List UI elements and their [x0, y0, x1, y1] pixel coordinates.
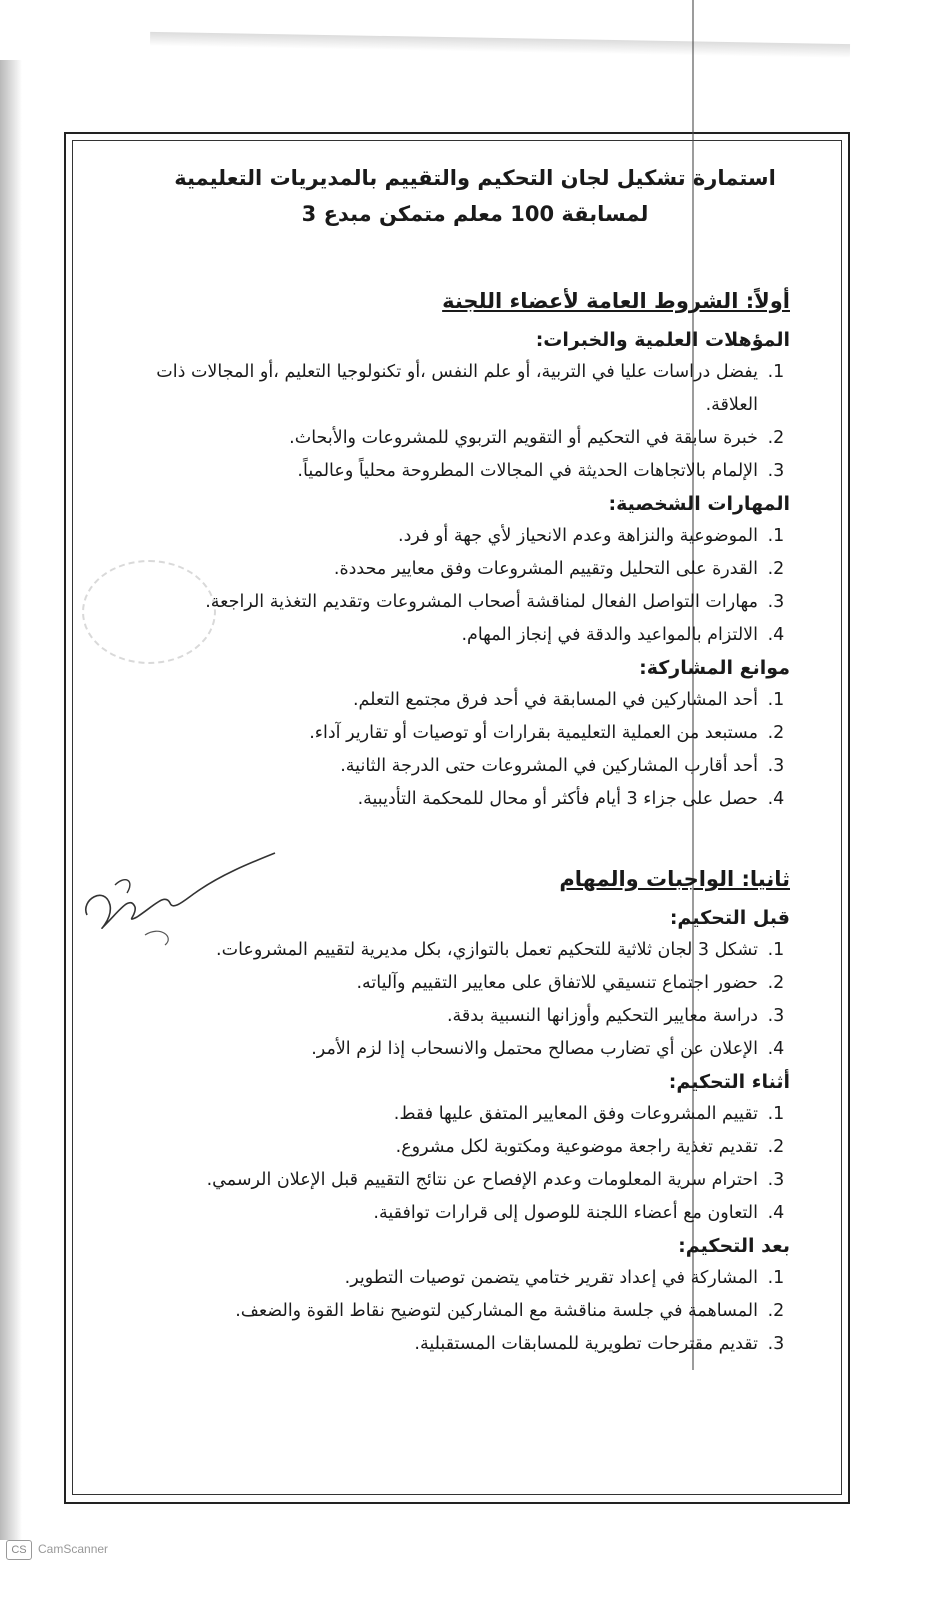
section-spacer [120, 816, 790, 862]
list-item: 2. خبرة سابقة في التحكيم أو التقويم التربوي للمشروعات والأبحاث. [120, 422, 762, 455]
list-item: 3. دراسة معايير التحكيم وأوزانها النسبية بدقة. [120, 1000, 762, 1033]
document-subtitle: لمسابقة 100 معلم متمكن مبدع 3 [301, 202, 649, 226]
before-judging-list [120, 934, 790, 1066]
list-item: 1. المشاركة في إعداد تقرير ختامي يتضمن توصيات التطوير. [120, 1262, 762, 1295]
skills-list [120, 520, 790, 652]
page-fold-shadow [150, 32, 850, 58]
list-item: 4. التعاون مع أعضاء اللجنة للوصول إلى قرارات توافقية. [120, 1197, 762, 1230]
list-item: 4. الالتزام بالمواعيد والدقة في إنجاز المهام. [120, 619, 762, 652]
list-item: 1. تشكل 3 لجان ثلاثية للتحكيم تعمل بالتوازي، بكل مديرية لتقييم المشروعات. [120, 934, 762, 967]
list-item: 3. احترام سرية المعلومات وعدم الإفصاح عن نتائج التقييم قبل الإعلان الرسمي. [120, 1164, 762, 1197]
qualifications-list [120, 356, 790, 488]
list-item: 2. حضور اجتماع تنسيقي للاتفاق على معايير التقييم وآلياته. [120, 967, 762, 1000]
page-edge-shadow [0, 60, 22, 1540]
list-item: 2. القدرة على التحليل وتقييم المشروعات وفق معايير محددة. [120, 553, 762, 586]
list-item: 3. تقديم مقترحات تطويرية للمسابقات المستقبلية. [120, 1328, 762, 1361]
skills-heading: المهارات الشخصية: [608, 493, 790, 515]
list-item: 1. أحد المشاركين في المسابقة في أحد فرق مجتمع التعلم. [120, 684, 762, 717]
list-item: 2. المساهمة في جلسة مناقشة مع المشاركين لتوضيح نقاط القوة والضعف. [120, 1295, 762, 1328]
obstacles-list [120, 684, 790, 816]
before-judging-heading: قبل التحكيم: [669, 907, 790, 929]
after-judging-list [120, 1262, 790, 1361]
list-item: 4. الإعلان عن أي تضارب مصالح محتمل والانسحاب إذا لزم الأمر. [120, 1033, 762, 1066]
document-title: استمارة تشكيل لجان التحكيم والتقييم بالمديريات التعليمية [174, 166, 776, 190]
during-judging-heading: أثناء التحكيم: [668, 1071, 790, 1093]
qualifications-heading: المؤهلات العلمية والخبرات: [535, 329, 790, 351]
obstacles-heading: موانع المشاركة: [639, 657, 790, 679]
section-duties-heading: ثانيا: الواجبات والمهام [559, 867, 790, 891]
during-judging-list [120, 1098, 790, 1230]
camscanner-watermark: CamScanner [38, 1542, 109, 1556]
list-item: 2. تقديم تغذية راجعة موضوعية ومكتوبة لكل مشروع. [120, 1131, 762, 1164]
list-item: 4. حصل على جزاء 3 أيام فأكثر أو محال للمحكمة التأديبية. [120, 783, 762, 816]
list-item: 1. يفضل دراسات عليا في التربية، أو علم النفس ،أو تكنولوجيا التعليم ،أو المجالات ذات العلاقة. [120, 356, 762, 422]
list-item: 3. مهارات التواصل الفعال لمناقشة أصحاب المشروعات وتقديم التغذية الراجعة. [120, 586, 762, 619]
list-item: 1. الموضوعية والنزاهة وعدم الانحياز لأي جهة أو فرد. [120, 520, 762, 553]
camscanner-logo-icon: CS [6, 1540, 32, 1560]
list-item: 3. الإلمام بالاتجاهات الحديثة في المجالات المطروحة محلياً وعالمياً. [120, 455, 762, 488]
list-item: 1. تقييم المشروعات وفق المعايير المتفق عليها فقط. [120, 1098, 762, 1131]
list-item: 2. مستبعد من العملية التعليمية بقرارات أو توصيات أو تقارير آداء. [120, 717, 762, 750]
list-item: 3. أحد أقارب المشاركين في المشروعات حتى الدرجة الثانية. [120, 750, 762, 783]
section-general-conditions-heading: أولاً: الشروط العامة لأعضاء اللجنة [442, 289, 790, 313]
document-content [120, 160, 790, 1361]
after-judging-heading: بعد التحكيم: [678, 1235, 790, 1257]
